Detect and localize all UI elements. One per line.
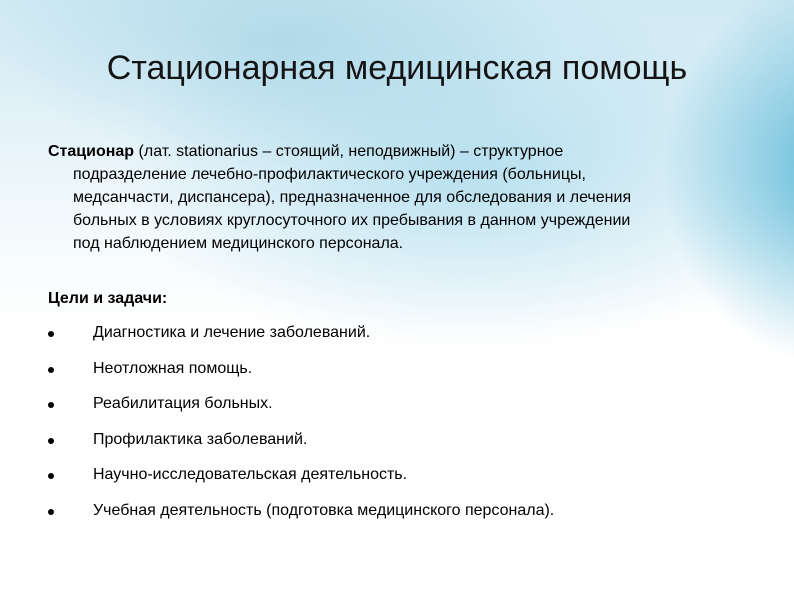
bullet-icon (48, 367, 54, 373)
list-item-text: Научно-исследовательская деятельность. (93, 466, 408, 483)
list-item-text: Учебная деятельность (подготовка медицинского персонала). (93, 501, 555, 519)
bullet-icon (48, 402, 54, 408)
list-item-text: Неотложная помощь. (93, 359, 253, 377)
definition-line (48, 140, 748, 163)
goals-heading: Цели и задачи: (48, 290, 168, 307)
bullet-icon (48, 473, 54, 479)
definition-line: подразделение лечебно-профилактического учреждения (больницы, (73, 166, 586, 183)
bullet-icon (48, 331, 54, 337)
bullet-icon (48, 509, 54, 515)
definition-text: (лат. stationarius – стоящий, неподвижный) – структурное (134, 143, 564, 160)
bullet-icon (48, 438, 54, 444)
list-item-text: Диагностика и лечение заболеваний. (93, 324, 371, 341)
definition-line: под наблюдением медицинского персонала. (73, 235, 404, 252)
list-item-text: Профилактика заболеваний. (93, 430, 308, 448)
slide-title: Стационарная медицинская помощь (106, 49, 688, 87)
list-item-text: Реабилитация больных. (93, 395, 273, 412)
definition-line: больных в условиях круглосуточного их пребывания в данном учреждении (73, 212, 631, 229)
definition-paragraph (48, 140, 748, 255)
definition-term: Стационар (48, 143, 135, 160)
definition-line: медсанчасти, диспансера), предназначенное для обследования и лечения (73, 189, 632, 206)
